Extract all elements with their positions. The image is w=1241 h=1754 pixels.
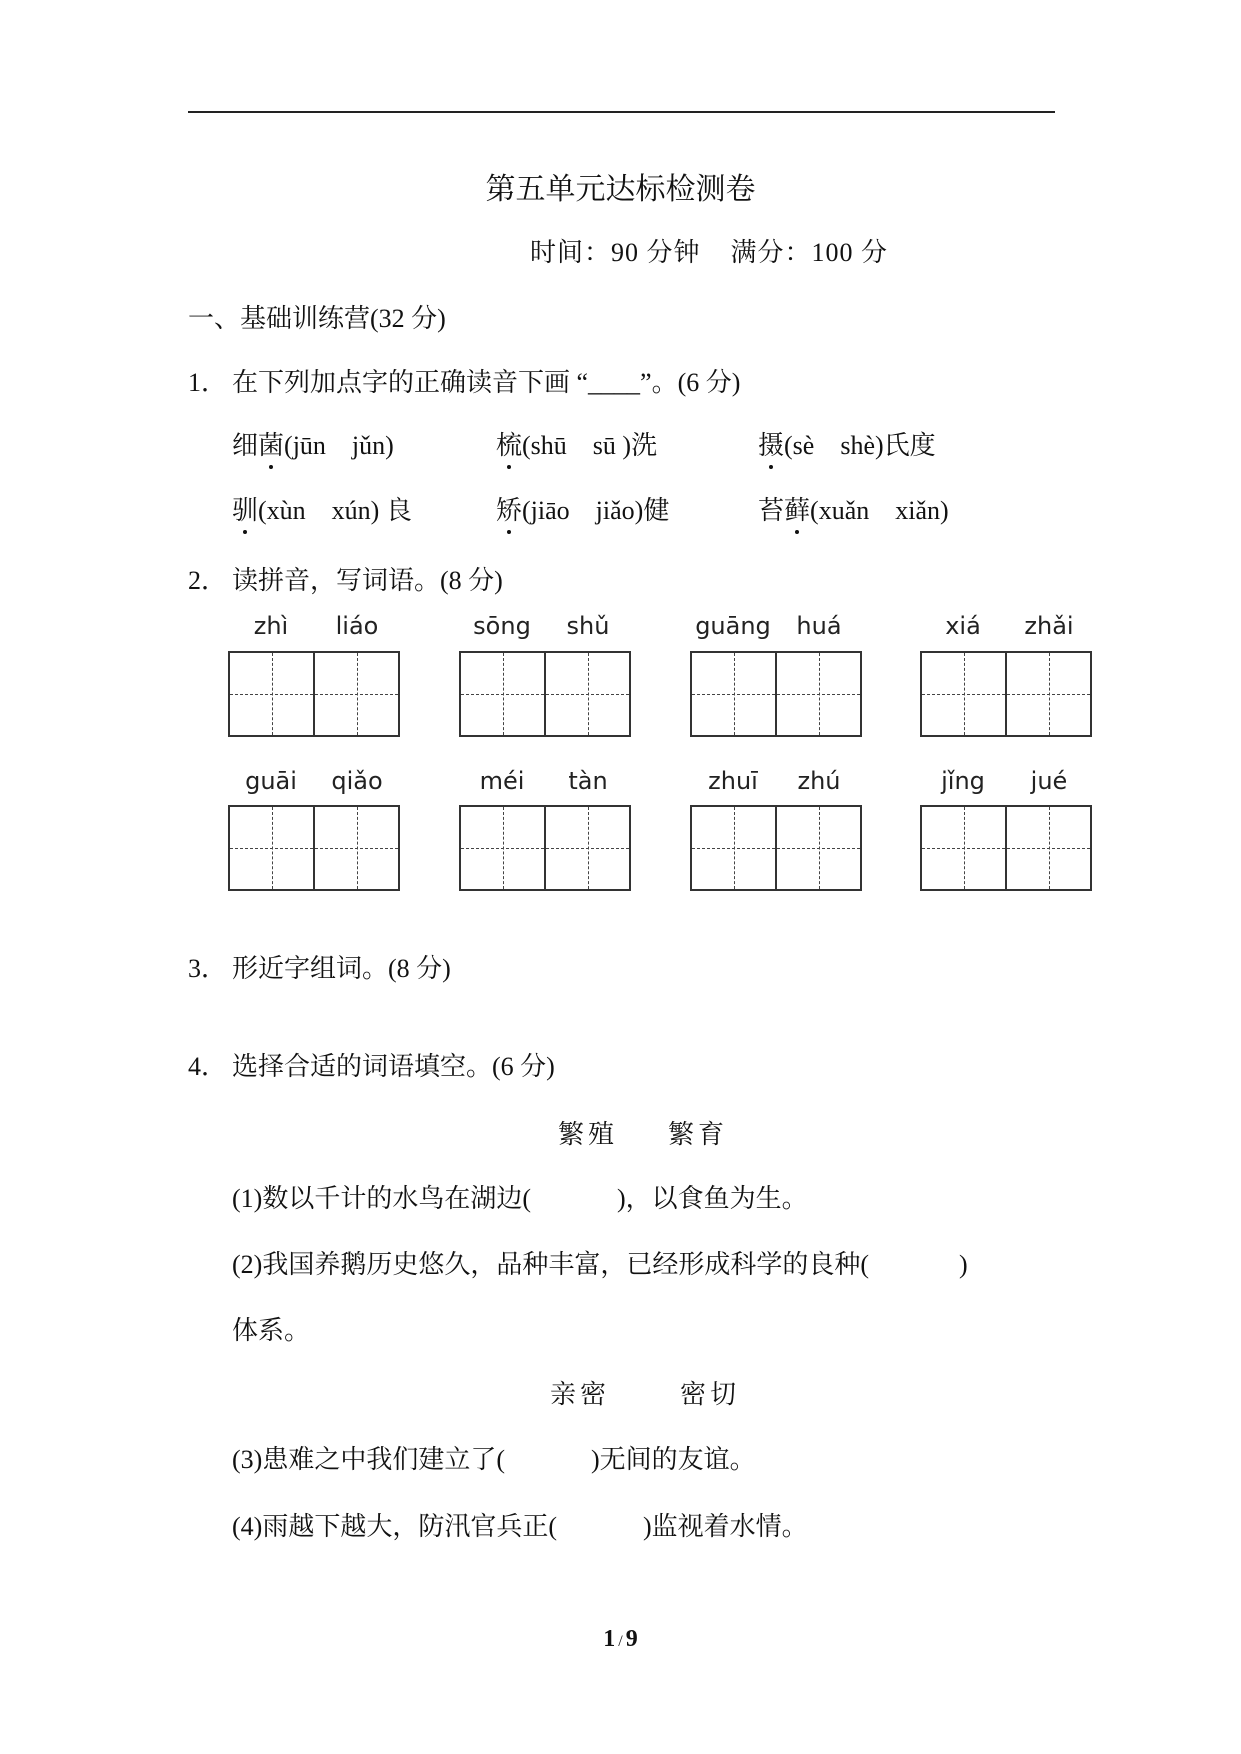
full-score: 满分：100 分 xyxy=(730,238,889,267)
exam-meta xyxy=(530,232,888,269)
pinyin-label: sōng xyxy=(473,612,531,640)
word-option: 亲密 xyxy=(550,1380,611,1409)
writing-cell[interactable] xyxy=(692,807,775,889)
writing-cell[interactable] xyxy=(775,807,860,889)
question-1 xyxy=(188,362,740,399)
page-number xyxy=(0,1626,1241,1653)
pinyin-label: jǐng xyxy=(941,767,985,795)
writing-grid[interactable] xyxy=(228,651,400,737)
item-char: 氏度 xyxy=(883,431,936,460)
pinyin-label: zhì xyxy=(253,612,289,640)
fill-sentence-2 xyxy=(232,1244,968,1281)
page-total: 9 xyxy=(625,1626,638,1652)
section-heading: 一、基础训练营(32 分) xyxy=(188,304,446,333)
writing-cell[interactable] xyxy=(1005,807,1090,889)
pinyin-label: zhǎi xyxy=(1024,612,1074,640)
question-prompt: 形近字组词。(8 分) xyxy=(232,954,451,983)
page-current: 1 xyxy=(603,1626,616,1652)
dotted-char: 梳 xyxy=(496,425,522,462)
question-number: 1． xyxy=(188,368,228,397)
word-options xyxy=(550,1374,740,1411)
word-options xyxy=(558,1114,728,1151)
sentence-text: (1)数以千计的水鸟在湖边( xyxy=(232,1184,531,1213)
pinyin-label: huá xyxy=(796,612,842,640)
question-2 xyxy=(188,560,503,597)
item-char: 良 xyxy=(379,496,412,525)
item-char: 健 xyxy=(643,496,670,525)
question-4 xyxy=(188,1046,555,1083)
writing-cell[interactable] xyxy=(922,653,1005,735)
fill-sentence-1 xyxy=(232,1178,808,1215)
page-title: 第五单元达标检测卷 xyxy=(485,172,756,207)
writing-grid[interactable] xyxy=(228,805,400,891)
time-limit: 时间：90 分钟 xyxy=(530,238,701,267)
writing-cell[interactable] xyxy=(230,807,313,889)
writing-cell[interactable] xyxy=(230,653,313,735)
q1-item xyxy=(232,425,394,462)
question-number: 2． xyxy=(188,566,228,595)
pinyin-label: qiǎo xyxy=(331,767,383,795)
writing-cell[interactable] xyxy=(313,653,398,735)
fill-sentence-2-cont: 体系。 xyxy=(232,1316,311,1345)
pinyin-label: shǔ xyxy=(566,612,610,640)
question-prompt: 读拼音，写词语。(8 分) xyxy=(232,566,503,595)
pinyin-options: (shū sū ) xyxy=(522,431,632,460)
q1-item xyxy=(496,425,657,462)
pinyin-options: (jiāo jiǎo) xyxy=(522,496,644,525)
writing-cell[interactable] xyxy=(1005,653,1090,735)
question-prompt: 选择合适的词语填空。(6 分) xyxy=(232,1052,555,1081)
word-option: 密切 xyxy=(680,1380,741,1409)
pinyin-options: (xùn xún) xyxy=(258,496,380,525)
pinyin-options: (xuǎn xiǎn) xyxy=(810,496,949,525)
writing-grid[interactable] xyxy=(459,651,631,737)
question-number: 3． xyxy=(188,954,228,983)
dotted-char: 驯 xyxy=(232,490,258,527)
writing-cell[interactable] xyxy=(775,653,860,735)
sentence-text: )无间的友谊。 xyxy=(590,1445,756,1474)
pinyin-label: guāng xyxy=(695,612,771,640)
writing-grid[interactable] xyxy=(690,805,862,891)
header-rule xyxy=(188,111,1055,113)
pinyin-label: liáo xyxy=(335,612,379,640)
pinyin-label: guāi xyxy=(245,767,297,795)
q1-item xyxy=(758,490,949,527)
pinyin-options: (sè shè) xyxy=(784,431,884,460)
sentence-text: )监视着水情。 xyxy=(642,1512,808,1541)
sentence-text: (3)患难之中我们建立了( xyxy=(232,1445,505,1474)
writing-grid[interactable] xyxy=(920,651,1092,737)
writing-cell[interactable] xyxy=(922,807,1005,889)
writing-grid[interactable] xyxy=(690,651,862,737)
fill-sentence-4 xyxy=(232,1506,808,1543)
fill-sentence-3 xyxy=(232,1439,756,1476)
pinyin-label: zhú xyxy=(797,767,841,795)
writing-cell[interactable] xyxy=(544,653,629,735)
sentence-text: (4)雨越下越大，防汛官兵正( xyxy=(232,1512,557,1541)
writing-cell[interactable] xyxy=(692,653,775,735)
q1-item xyxy=(758,425,936,462)
word-option: 繁育 xyxy=(668,1120,729,1149)
pinyin-options: (jūn jǔn) xyxy=(284,431,394,460)
writing-cell[interactable] xyxy=(461,653,544,735)
question-prompt: 在下列加点字的正确读音下画 “____”。(6 分) xyxy=(232,368,741,397)
pinyin-label: zhuī xyxy=(708,767,758,795)
item-char: 细 xyxy=(232,431,259,460)
q1-item xyxy=(232,490,412,527)
pinyin-label: xiá xyxy=(945,612,981,640)
writing-grid[interactable] xyxy=(459,805,631,891)
pinyin-label: tàn xyxy=(568,767,608,795)
item-char: 苔 xyxy=(758,496,785,525)
item-char: 洗 xyxy=(631,431,658,460)
question-3 xyxy=(188,948,451,985)
sentence-text: (2)我国养鹅历史悠久，品种丰富，已经形成科学的良种( xyxy=(232,1250,869,1279)
pinyin-label: méi xyxy=(479,767,525,795)
writing-grid[interactable] xyxy=(920,805,1092,891)
writing-cell[interactable] xyxy=(461,807,544,889)
sentence-text: )，以食鱼为生。 xyxy=(616,1184,808,1213)
dotted-char: 矫 xyxy=(496,490,522,527)
writing-cell[interactable] xyxy=(313,807,398,889)
word-option: 繁殖 xyxy=(558,1120,619,1149)
dotted-char: 摄 xyxy=(758,425,784,462)
writing-cell[interactable] xyxy=(544,807,629,889)
question-number: 4． xyxy=(188,1052,228,1081)
q1-item xyxy=(496,490,669,527)
page-separator: / xyxy=(618,1633,623,1650)
dotted-char: 菌 xyxy=(258,425,284,462)
dotted-char: 藓 xyxy=(784,490,810,527)
sentence-text: ) xyxy=(958,1250,968,1279)
pinyin-label: jué xyxy=(1030,767,1068,795)
